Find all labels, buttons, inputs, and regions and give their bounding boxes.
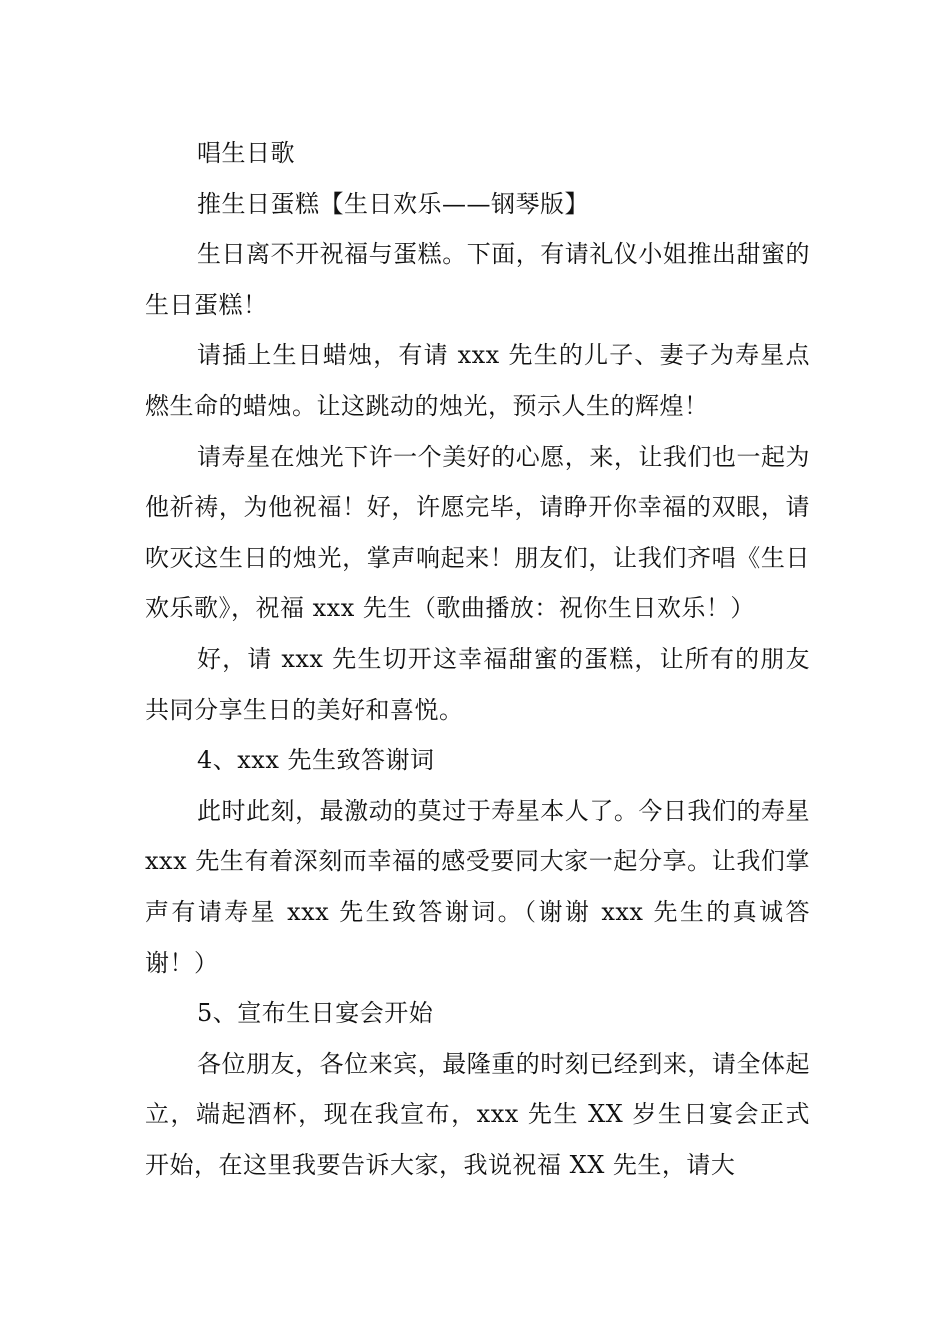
paragraph-sing-birthday-song: 唱生日歌: [197, 139, 295, 167]
section-heading-thanks-speech: 4、xxx 先生致答谢词: [197, 746, 435, 775]
paragraph-cut-cake: 好，请 xxx 先生切开这幸福甜蜜的蛋糕，让所有的朋友共同分享生日的美好和喜悦。: [145, 644, 810, 724]
paragraph-light-candles: 请插上生日蜡烛，有请 xxx 先生的儿子、妻子为寿星点燃生命的蜡烛。让这跳动的烛光，预示人生的辉煌！: [145, 341, 810, 420]
paragraph-banquet-start: 各位朋友，各位来宾，最隆重的时刻已经到来，请全体起立，端起酒杯，现在我宣布，xxx 先生 XX 岁生日宴会正式开始，在这里我要告诉大家，我说祝福 XX 先生，请大: [145, 1049, 810, 1179]
paragraph-cake-blessing: 生日离不开祝福与蛋糕。下面，有请礼仪小姐推出甜蜜的生日蛋糕！: [145, 240, 810, 319]
paragraph-make-wish: 请寿星在烛光下许一个美好的心愿，来，让我们也一起为他祈祷，为他祝福！好，许愿完毕，请睁开你幸福的双眼，请吹灭这生日的烛光，掌声响起来！朋友们，让我们齐唱《生日欢乐歌》，祝福 xxx 先生（歌曲播放：祝你生日欢乐！）: [145, 442, 810, 623]
document-body: [145, 128, 810, 1190]
paragraph-thanks-speech: 此时此刻，最激动的莫过于寿星本人了。今日我们的寿星 xxx 先生有着深刻而幸福的感受要同大家一起分享。让我们掌声有请寿星 xxx 先生致答谢词。（谢谢 xxx 先生的真诚答谢！）: [145, 796, 810, 977]
paragraph-push-cake: 推生日蛋糕【生日欢乐——钢琴版】: [197, 189, 589, 218]
section-heading-banquet-start: 5、宣布生日宴会开始: [197, 999, 434, 1028]
